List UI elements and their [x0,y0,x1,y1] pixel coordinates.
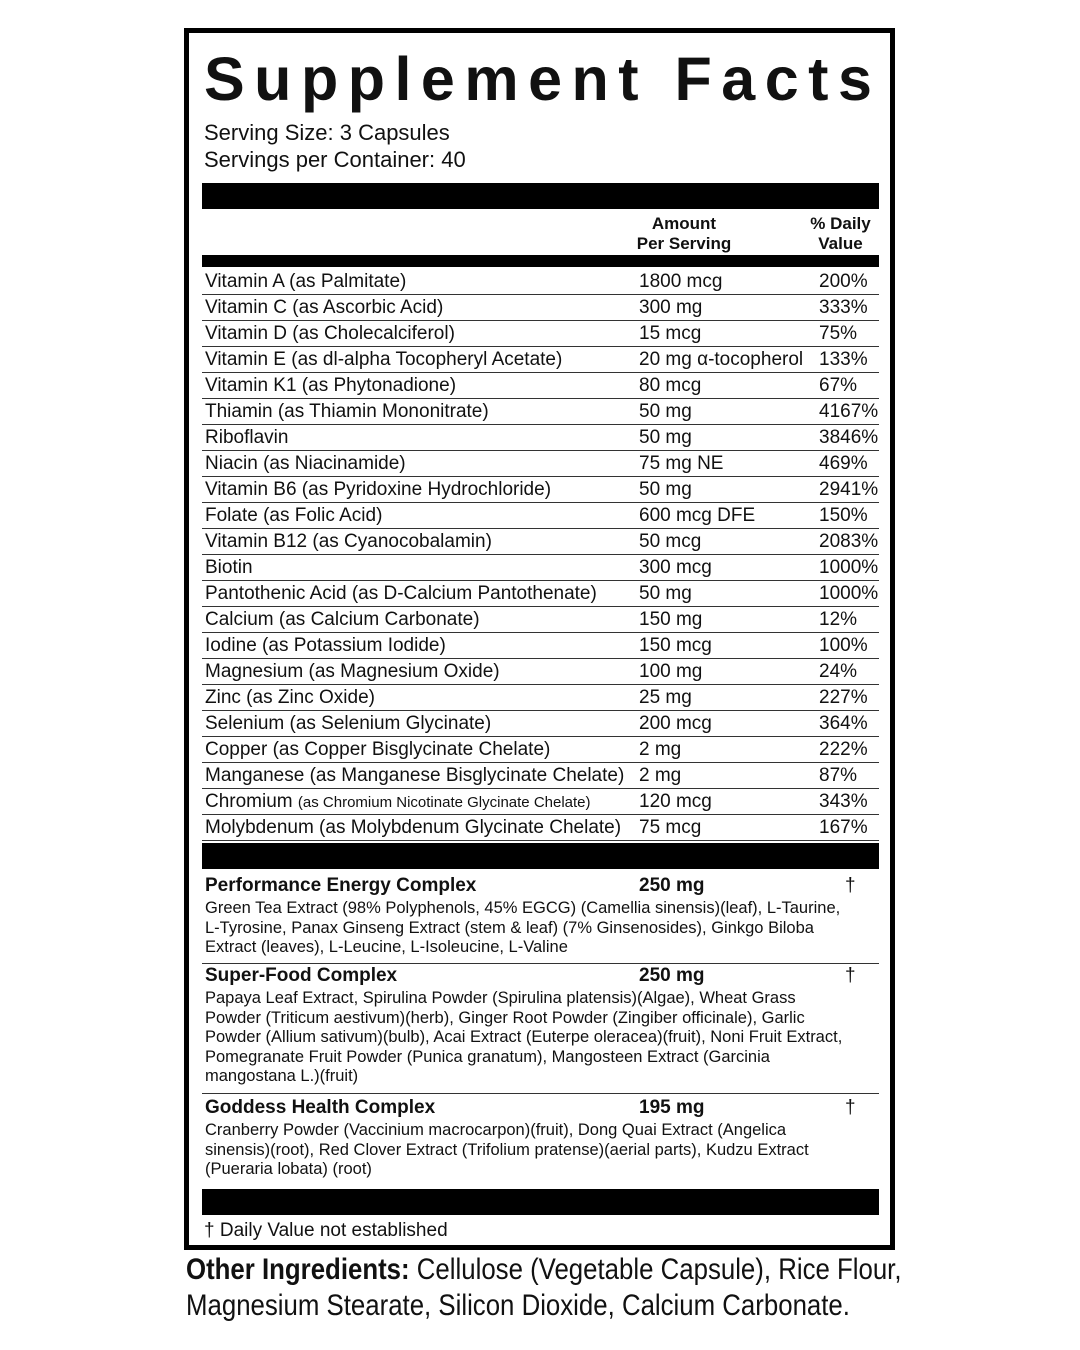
nutrient-row [202,451,879,477]
nutrient-name: Thiamin (as Thiamin Mononitrate) [205,401,489,422]
panel-title: Supplement Facts [204,45,882,113]
nutrient-name: Zinc (as Zinc Oxide) [205,687,375,708]
nutrient-amount: 75 mg NE [639,453,724,474]
nutrient-row [202,321,879,347]
nutrient-daily-value: 333% [819,297,868,318]
nutrient-amount: 50 mg [639,583,692,604]
nutrient-row [202,425,879,451]
other-ingredients-text: Cellulose (Vegetable Capsule), Rice Flour, Magnesium Stearate, Silicon Dioxide, Calcium Carbonate. [186,1253,902,1322]
nutrient-amount: 50 mg [639,427,692,448]
other-ingredients [186,1252,908,1324]
supplement-facts-panel [184,28,895,1250]
nutrient-row [202,347,879,373]
nutrient-daily-value: 87% [819,765,858,786]
divider-bar [202,1189,879,1215]
nutrient-daily-value: 343% [819,791,868,812]
nutrient-amount: 50 mg [639,401,692,422]
nutrient-source: (as Chromium Nicotinate Glycinate Chelate) [297,794,591,811]
nutrient-row [202,529,879,555]
nutrient-name: Biotin [205,557,253,578]
divider-bar [202,843,879,869]
nutrient-name: Manganese (as Manganese Bisglycinate Chelate) [205,765,625,786]
nutrient-name: Magnesium (as Magnesium Oxide) [205,661,500,682]
blend-name: Goddess Health Complex [205,1097,436,1118]
nutrient-row [202,737,879,763]
nutrient-daily-value: 4167% [819,401,879,422]
nutrient-amount: 150 mcg [639,635,712,656]
nutrient-name: Iodine (as Potassium Iodide) [205,635,446,656]
nutrient-name: Copper (as Copper Bisglycinate Chelate) [205,739,551,760]
nutrient-row [202,815,879,841]
nutrient-daily-value: 100% [819,635,868,656]
nutrient-amount: 15 mcg [639,323,702,344]
nutrient-row [202,373,879,399]
nutrient-name: Niacin (as Niacinamide) [205,453,406,474]
nutrient-name: Molybdenum (as Molybdenum Glycinate Chelate) [205,817,622,838]
nutrient-row [202,763,879,789]
nutrient-daily-value: 469% [819,453,868,474]
nutrient-name: Vitamin D (as Cholecalciferol) [205,323,455,344]
blend-amount: 195 mg [639,1097,705,1118]
nutrient-name: Riboflavin [205,427,289,448]
nutrient-row [202,633,879,659]
nutrient-daily-value: 364% [819,713,868,734]
nutrient-amount: 600 mcg DFE [639,505,756,526]
blend-dv: † [845,965,856,986]
nutrient-daily-value: 227% [819,687,868,708]
nutrient-row [202,555,879,581]
nutrient-name: Selenium (as Selenium Glycinate) [205,713,492,734]
nutrient-amount: 80 mcg [639,375,702,396]
nutrient-name: Pantothenic Acid (as D-Calcium Pantothenate) [205,583,597,604]
blend-dv: † [845,875,856,896]
nutrient-amount: 100 mg [639,661,703,682]
servings-per-container: Servings per Container: 40 [204,147,466,172]
nutrient-daily-value: 150% [819,505,868,526]
blend-amount: 250 mg [639,875,705,896]
nutrient-amount: 20 mg α-tocopherol [639,349,804,370]
daily-value-footnote: † Daily Value not established [204,1220,448,1241]
nutrient-daily-value: 67% [819,375,858,396]
blend-ingredients: Papaya Leaf Extract, Spirulina Powder (Spirulina platensis)(Algae), Wheat Grass Powder (Triticum aestivum)(herb), Ginger Root Powder (Zingiber officinale), Garlic Powder (Allium sativum)(bulb), Acai Extract (Euterpe oleracea)(fruit), Noni Fruit Extract, Pomegranate Fruit Powder (Punica granatum), Mangosteen Extract (Garcinia mangostana L.)(fruit) [205,989,843,1085]
nutrient-row [202,477,879,503]
nutrient-amount: 25 mg [639,687,692,708]
nutrient-name: Calcium (as Calcium Carbonate) [205,609,480,630]
nutrient-daily-value: 167% [819,817,868,838]
nutrient-name: Folate (as Folic Acid) [205,505,383,526]
nutrient-name: Vitamin B12 (as Cyanocobalamin) [205,531,492,552]
nutrient-daily-value: 2083% [819,531,879,552]
blend-ingredients: Cranberry Powder (Vaccinium macrocarpon)(fruit), Dong Quai Extract (Angelica sinensis)(root), Red Clover Extract (Trifolium pratense)(aerial parts), Kudzu Extract (Pueraria lobata) (root) [205,1121,809,1178]
nutrient-daily-value: 2941% [819,479,879,500]
nutrient-daily-value: 3846% [819,427,879,448]
nutrient-name: Vitamin C (as Ascorbic Acid) [205,297,444,318]
nutrient-row [202,399,879,425]
nutrient-amount: 120 mcg [639,791,712,812]
nutrient-row [202,685,879,711]
nutrient-daily-value: 1000% [819,583,879,604]
nutrient-amount: 200 mcg [639,713,712,734]
nutrient-amount: 150 mg [639,609,703,630]
nutrient-daily-value: 12% [819,609,858,630]
nutrient-row [202,503,879,529]
row-separator [202,1093,879,1094]
blend-ingredients: Green Tea Extract (98% Polyphenols, 45% EGCG) (Camellia sinensis)(leaf), L-Taurine, L-Tyrosine, Panax Ginseng Extract (stem & leaf) (7% Ginsenosides), Ginkgo Biloba Extract (leaves), L-Leucine, L-Isoleucine, L-Valine [205,899,841,956]
nutrient-daily-value: 200% [819,271,868,292]
performance-energy-complex [202,873,879,958]
nutrient-amount: 300 mg [639,297,703,318]
nutrient-daily-value: 24% [819,661,858,682]
nutrient-row [202,581,879,607]
nutrient-table [202,269,879,841]
nutrient-amount: 300 mcg [639,557,712,578]
blend-name: Super-Food Complex [205,965,398,986]
daily-value-column-header: % Daily Value [810,214,871,253]
goddess-health-complex [202,1095,879,1180]
blend-dv: † [845,1097,856,1118]
super-food-complex [202,963,879,1087]
nutrient-row [202,711,879,737]
nutrient-daily-value: 1000% [819,557,879,578]
nutrient-daily-value: 222% [819,739,868,760]
nutrient-amount: 2 mg [639,765,682,786]
nutrient-amount: 1800 mcg [639,271,723,292]
nutrient-row [202,607,879,633]
nutrient-daily-value: 133% [819,349,868,370]
blend-amount: 250 mg [639,965,705,986]
nutrient-amount: 75 mcg [639,817,702,838]
nutrient-row [202,789,879,815]
nutrient-daily-value: 75% [819,323,858,344]
nutrient-row [202,659,879,685]
nutrient-name: Vitamin K1 (as Phytonadione) [205,375,457,396]
other-ingredients-label: Other Ingredients: [186,1253,410,1286]
nutrient-row [202,295,879,321]
divider-bar [202,255,879,267]
amount-column-header: Amount Per Serving [636,214,732,253]
serving-size: Serving Size: 3 Capsules [204,120,450,145]
nutrient-row [202,269,879,295]
nutrient-name: Chromium (as Chromium Nicotinate Glycinate Chelate) [205,791,591,812]
nutrient-name: Vitamin A (as Palmitate) [205,271,407,292]
divider-bar [202,183,879,209]
blend-name: Performance Energy Complex [205,875,477,896]
nutrient-name: Vitamin E (as dl-alpha Tocopheryl Acetate) [205,349,563,370]
nutrient-amount: 50 mg [639,479,692,500]
nutrient-amount: 50 mcg [639,531,702,552]
nutrient-name: Vitamin B6 (as Pyridoxine Hydrochloride) [205,479,552,500]
nutrient-amount: 2 mg [639,739,682,760]
